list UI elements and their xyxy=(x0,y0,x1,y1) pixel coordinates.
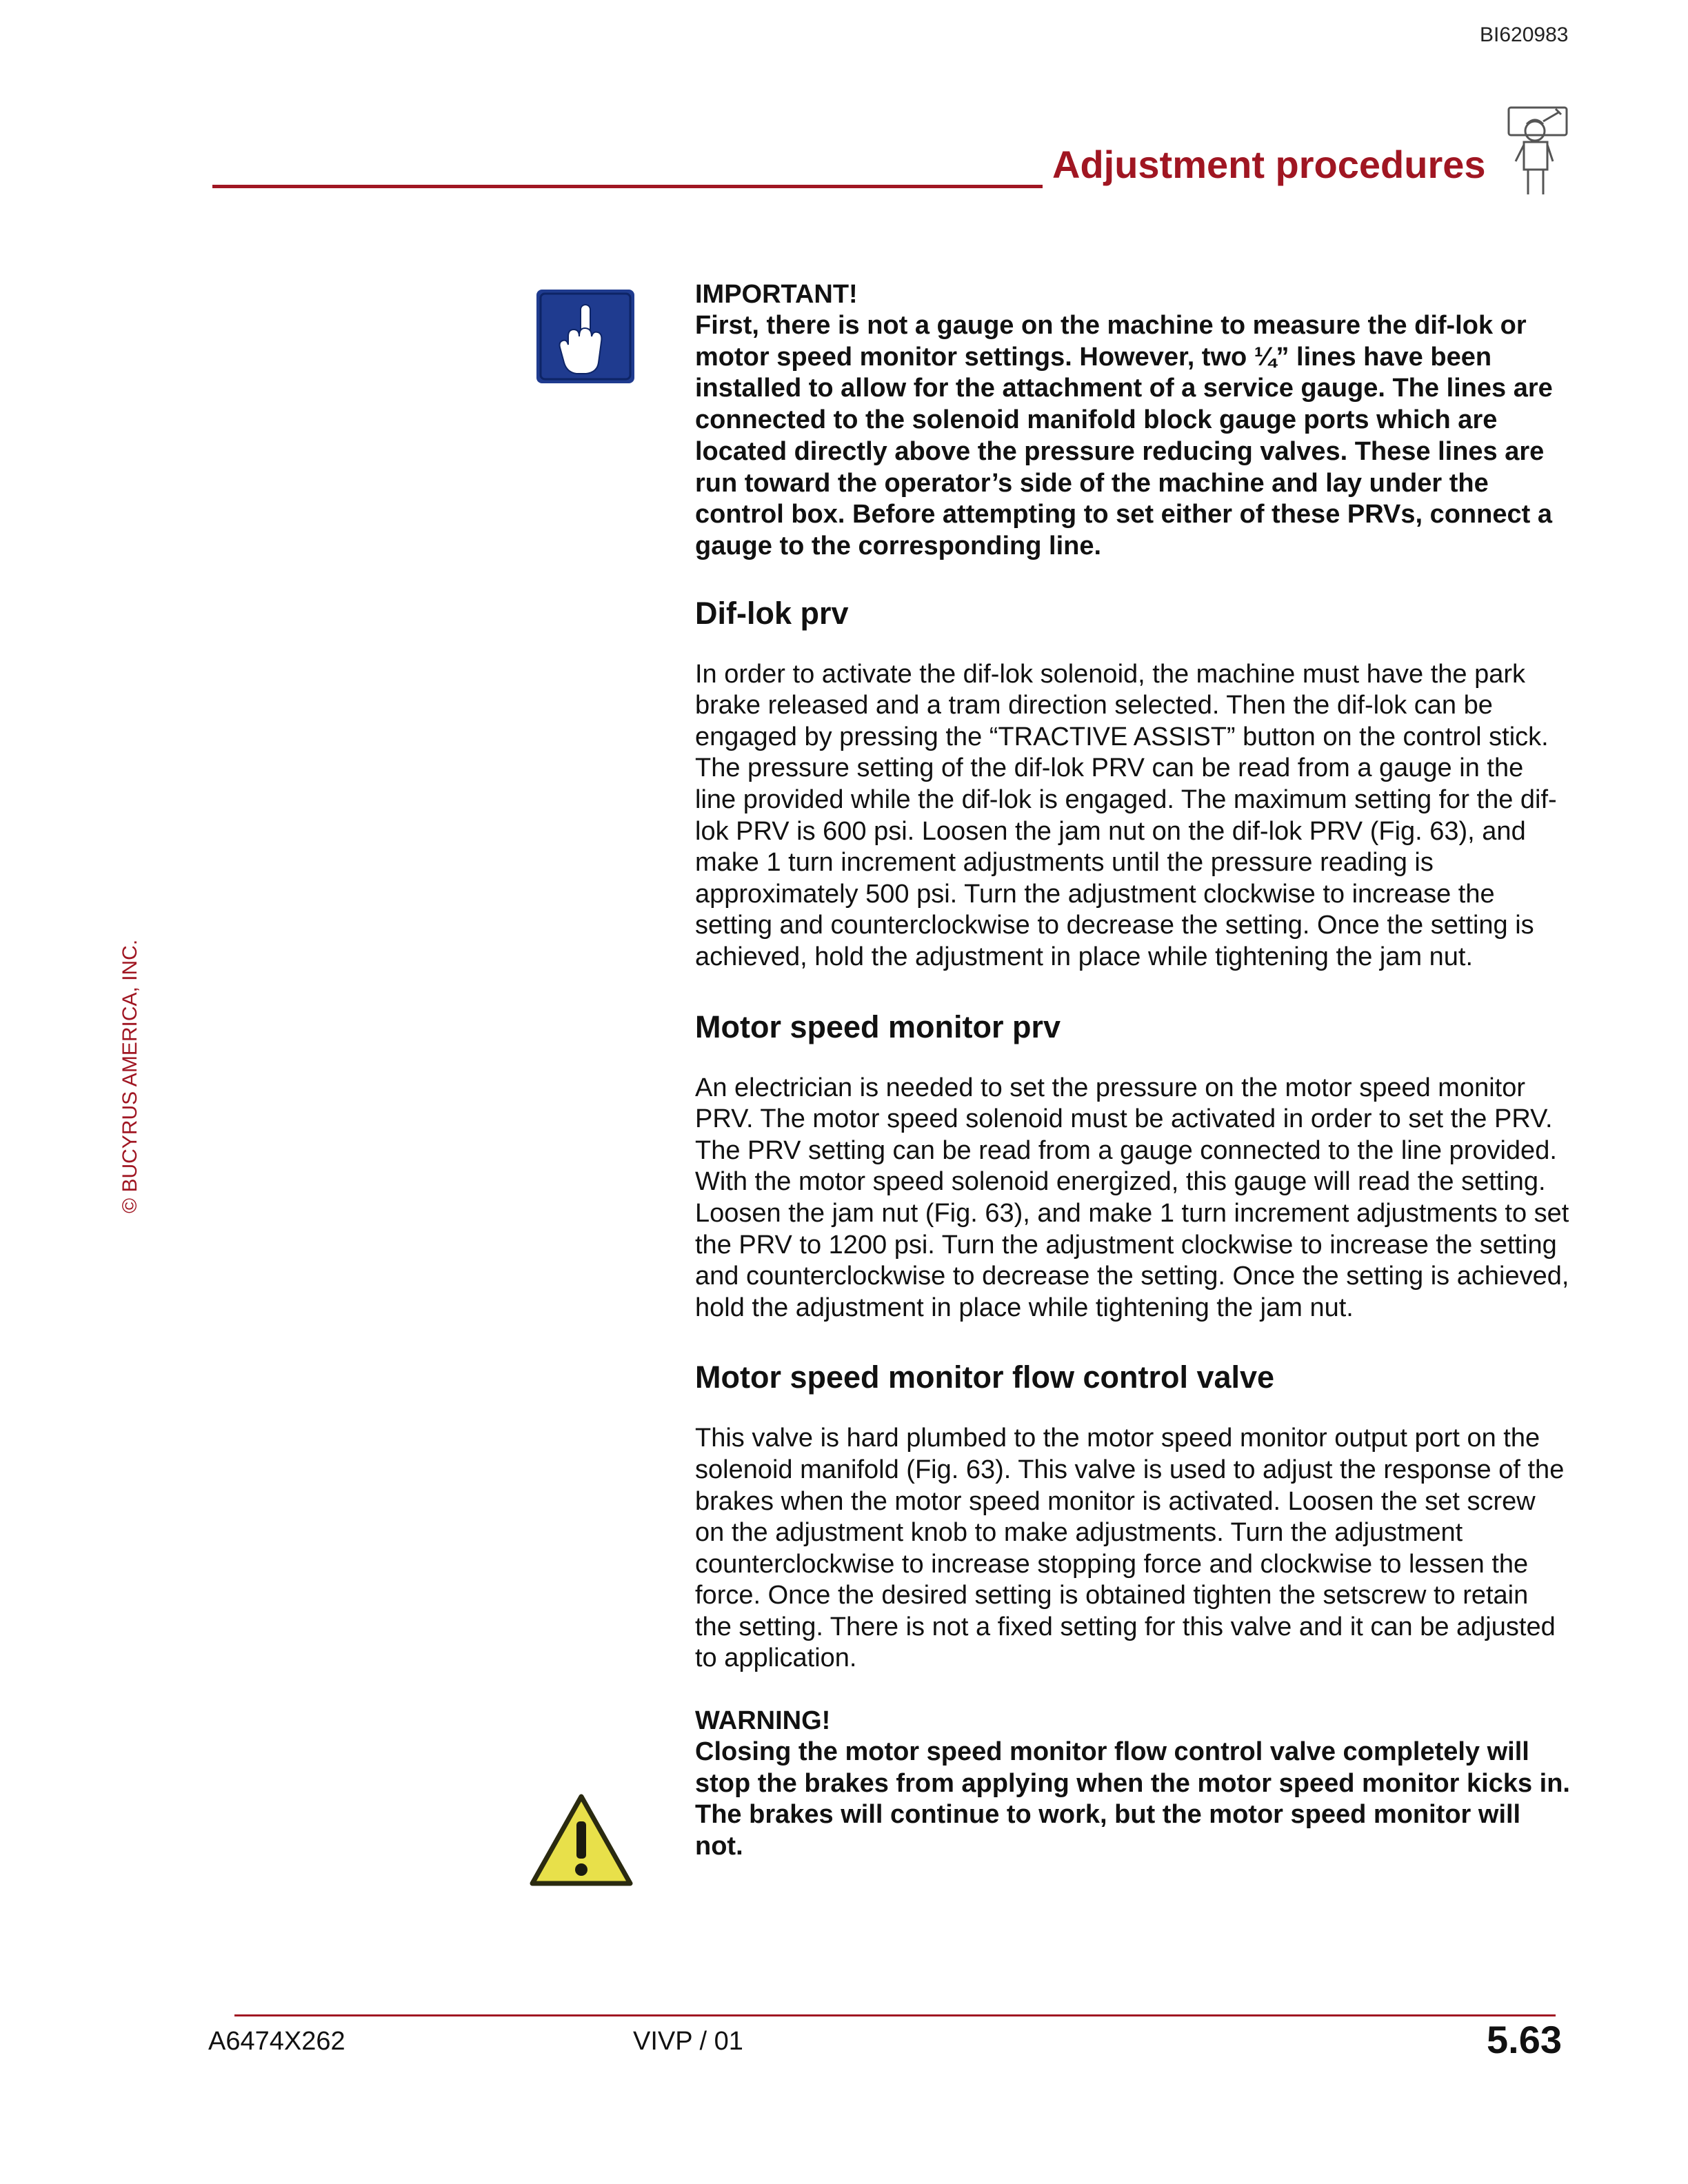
section-heading: Motor speed monitor prv xyxy=(695,1009,1061,1044)
important-notice xyxy=(695,279,1571,563)
warning-notice xyxy=(695,1705,1571,1863)
section-heading: Motor speed monitor flow control valve xyxy=(695,1359,1275,1395)
section-title: Adjustment procedures xyxy=(1052,143,1486,186)
section-paragraph: An electrician is needed to set the pressure on the motor speed monitor PRV. The motor speed solenoid must be activated in order to set the PRV. The PRV setting can be read from a gauge connected to the line provided. With the motor speed solenoid energized, this gauge will read the setting. Loosen the jam nut (Fig. 63), and make 1 turn increment adjustments to set the PRV to 1200 psi. Turn the adjustment clockwise to increase the setting and counterclockwise to decrease the setting. Once the setting is achieved, hold the adjustment in place while tightening the jam nut. xyxy=(695,1073,1569,1322)
document-id: BI620983 xyxy=(1480,23,1569,46)
page-number: 5.63 xyxy=(1487,2018,1562,2061)
important-text: First, there is not a gauge on the machine to measure the dif-lok or motor speed monitor settings. However, two ¼” lines have been installed to allow for the attachment of a service gauge. The lines are connected to the solenoid manifold block gauge ports which are located directly above the pressure reducing valves. These lines are run toward the operator’s side of the machine and lay under the control box. Before attempting to set either of these PRVs, connect a gauge to the corresponding line. xyxy=(695,311,1553,560)
document-version: VIVP / 01 xyxy=(633,2027,743,2056)
header-rule xyxy=(212,185,1043,188)
document-number: A6474X262 xyxy=(208,2027,345,2056)
section-heading: Dif-lok prv xyxy=(695,595,849,631)
footer-rule xyxy=(234,2014,1556,2016)
section-dif-lok-prv xyxy=(695,594,1571,973)
important-label: IMPORTANT! xyxy=(695,280,858,309)
section-paragraph: This valve is hard plumbed to the motor speed monitor output port on the solenoid manifold (Fig. 63). This valve is used to adjust the response of the brakes when the motor speed monitor is activated. Loosen the set screw on the adjustment knob to make adjustments. Turn the adjustment counterclockwise to increase stopping force and clockwise to lessen the force. Once the desired setting is obtained tighten the setscrew to retain the setting. There is not a fixed setting for this valve and it can be adjusted to application. xyxy=(695,1424,1565,1673)
copyright-notice: © BUCYRUS AMERICA, INC. xyxy=(119,939,141,1213)
main-content xyxy=(695,279,1571,1863)
section-flow-control-valve xyxy=(695,1358,1571,1675)
pointing-hand-icon xyxy=(535,288,636,385)
mechanic-wrench-icon xyxy=(1503,103,1572,200)
warning-text: Closing the motor speed monitor flow control valve completely will stop the brakes from applying when the motor speed monitor kicks in. The brakes will continue to work, but the motor speed monitor will not. xyxy=(695,1737,1570,1861)
section-paragraph: In order to activate the dif-lok solenoid, the machine must have the park brake released and a tram direction selected. Then the dif-lok can be engaged by pressing the “TRACTIVE ASSIST” button on the control stick. The pressure setting of the dif-lok PRV can be read from a gauge in the line provided while the dif-lok is engaged. The maximum setting for the dif-lok PRV is 600 psi. Loosen the jam nut on the dif-lok PRV (Fig. 63), and make 1 turn increment adjustments until the pressure reading is approximately 500 psi. Turn the adjustment clockwise to increase the setting and counterclockwise to decrease the setting. Once the setting is achieved, hold the adjustment in place while tightening the jam nut. xyxy=(695,659,1557,971)
section-motor-speed-monitor-prv xyxy=(695,1008,1571,1324)
warning-label: WARNING! xyxy=(695,1706,831,1736)
warning-triangle-icon xyxy=(528,1792,634,1889)
